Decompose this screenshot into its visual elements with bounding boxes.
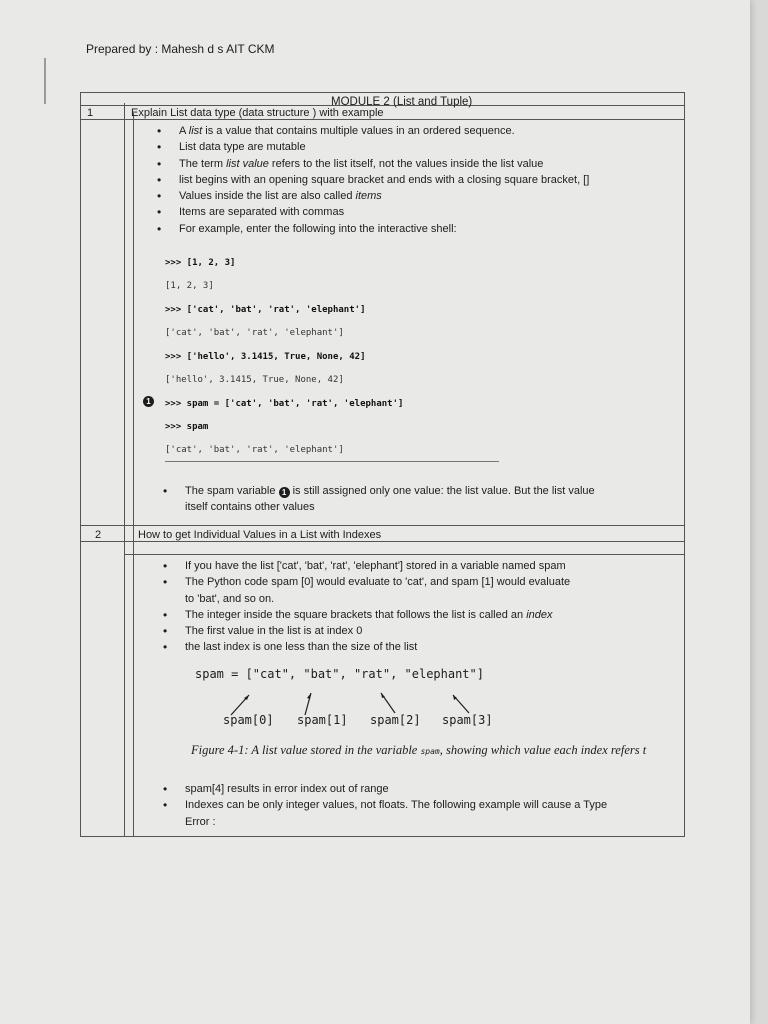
code-line: ['hello', 3.1415, True, None, 42] bbox=[165, 375, 344, 385]
list-item: • The spam variable 1 is still assigned only one value: the list value. But the list value itself contains other values bbox=[159, 483, 679, 516]
row-divider bbox=[125, 554, 685, 555]
list-item: • spam[4] results in error index out of range bbox=[159, 781, 679, 797]
row-divider bbox=[81, 525, 685, 526]
list-item: • List data type are mutable bbox=[153, 139, 673, 155]
code-line: ['cat', 'bat', 'rat', 'elephant'] bbox=[165, 328, 344, 338]
table-bottom-edge bbox=[81, 836, 685, 837]
list-item: Error : bbox=[185, 815, 216, 828]
row-number-1: 1 bbox=[87, 107, 94, 119]
code-line: [1, 2, 3] bbox=[165, 281, 214, 291]
list-item: • Items are separated with commas bbox=[153, 204, 673, 220]
list-item: • If you have the list ['cat', 'bat', 'rat', 'elephant'] stored in a variable named spam bbox=[159, 558, 679, 574]
code-line: ['cat', 'bat', 'rat', 'elephant'] bbox=[165, 445, 344, 455]
table-right-edge bbox=[684, 93, 685, 837]
code-line: >>> [1, 2, 3] bbox=[165, 258, 236, 268]
figure-label-spam0: spam[0] bbox=[223, 713, 274, 727]
code-line: >>> ['cat', 'bat', 'rat', 'elephant'] bbox=[165, 305, 366, 315]
row1-bullet-list bbox=[153, 123, 673, 237]
figure-label-spam2: spam[2] bbox=[370, 713, 421, 727]
figure-caption: Figure 4-1: A list value stored in the variable spam, showing which value each index refers t bbox=[191, 743, 647, 757]
module-title: MODULE 2 (List and Tuple) bbox=[331, 96, 473, 108]
list-item: to 'bat', and so on. bbox=[185, 592, 275, 605]
list-item: • the last index is one less than the size of the list bbox=[159, 639, 679, 655]
figure-code: spam = ["cat", "bat", "rat", "elephant"] bbox=[195, 667, 484, 681]
col-divider bbox=[124, 103, 125, 837]
row1-title: Explain List data type (data structure ) with example bbox=[131, 107, 384, 119]
row2-bullet-list-after bbox=[159, 781, 679, 830]
list-item: • list begins with an opening square bracket and ends with a closing square bracket, [] bbox=[153, 172, 673, 188]
list-item: • Values inside the list are also called items bbox=[153, 188, 673, 204]
figure-label-spam1: spam[1] bbox=[297, 713, 348, 727]
figure-label-spam3: spam[3] bbox=[442, 713, 493, 727]
list-item: • The Python code spam [0] would evaluate to 'cat', and spam [1] would evaluate bbox=[159, 574, 679, 590]
row2-bullet-list bbox=[159, 558, 679, 656]
row-number-2: 2 bbox=[95, 529, 102, 541]
code-line: >>> spam bbox=[165, 422, 209, 432]
list-item: • A list is a value that contains multiple values in an ordered sequence. bbox=[153, 123, 673, 139]
list-item: • The term list value refers to the list itself, not the values inside the list value bbox=[153, 156, 673, 172]
list-item: • For example, enter the following into the interactive shell: bbox=[153, 221, 673, 237]
prepared-by: Prepared by : Mahesh d s AIT CKM bbox=[86, 42, 275, 56]
module-table bbox=[80, 92, 685, 837]
code-line: >>> spam = ['cat', 'bat', 'rat', 'elephant'] bbox=[165, 399, 404, 409]
callout-marker-inline: 1 bbox=[279, 487, 290, 498]
col-divider-inner bbox=[133, 113, 134, 837]
list-item: • The first value in the list is at index 0 bbox=[159, 623, 679, 639]
code-divider bbox=[165, 461, 499, 462]
row1-note-list bbox=[159, 483, 679, 516]
row2-title: How to get Individual Values in a List with Indexes bbox=[138, 529, 382, 541]
list-item: • Indexes can be only integer values, not floats. The following example will cause a Type bbox=[159, 797, 679, 813]
margin-mark bbox=[44, 58, 46, 104]
callout-marker-1: 1 bbox=[143, 396, 154, 407]
code-line: >>> ['hello', 3.1415, True, None, 42] bbox=[165, 352, 366, 362]
arrowhead bbox=[307, 693, 311, 699]
list-item: • The integer inside the square brackets that follows the list is called an index bbox=[159, 607, 679, 623]
